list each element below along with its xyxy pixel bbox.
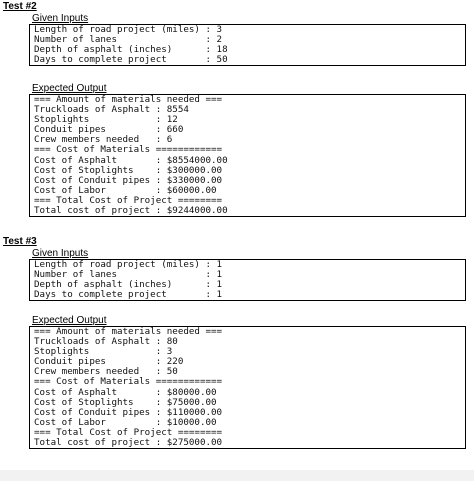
test3-given-label: Given Inputs: [32, 248, 89, 259]
test3-expected-line: Cost of Conduit pipes : $110000.00: [34, 407, 223, 418]
test2-given-line: Depth of asphalt (inches) : 18: [34, 45, 228, 56]
test3-expected-box: [29, 326, 466, 449]
test2-expected-line: === Total Cost of Project ========: [34, 195, 223, 206]
test2-expected-line: Cost of Conduit pipes : $330000.00: [34, 175, 223, 186]
test2-expected-box: [29, 94, 466, 217]
test2-expected-line: === Cost of Materials ============: [34, 145, 223, 156]
test2-given-box: [29, 24, 466, 66]
test2-expected-line: Truckloads of Asphalt : 8554: [34, 105, 189, 116]
test3-given-line: Days to complete project : 1: [34, 290, 223, 301]
test3-expected-line: Cost of Stoplights : $75000.00: [34, 397, 217, 408]
test3-given-line: Depth of asphalt (inches) : 1: [34, 280, 223, 291]
test2-expected-line: Cost of Labor : $60000.00: [34, 185, 217, 196]
test3-expected-line: === Amount of materials needed ===: [34, 327, 223, 337]
test3-expected-line: === Cost of Materials ============: [34, 377, 223, 388]
test3-expected-line: === Total Cost of Project ========: [34, 427, 223, 438]
test3-title: Test #3: [3, 236, 37, 247]
test2-given-line: Number of lanes : 2: [34, 35, 223, 46]
test3-given-line: Number of lanes : 1: [34, 270, 223, 281]
test2-title: Test #2: [3, 1, 37, 12]
test3-expected-line: Stoplights : 3: [34, 347, 173, 358]
test3-expected-line: Total cost of project : $275000.00: [34, 438, 223, 449]
test2-expected-line: Total cost of project : $9244000.00: [34, 206, 228, 217]
test3-expected-line: Cost of Labor : $10000.00: [34, 417, 217, 428]
test3-given-box: [29, 259, 466, 301]
test3-expected-line: Crew members needed : 50: [34, 367, 178, 378]
test3-expected-line: Truckloads of Asphalt : 80: [34, 337, 178, 348]
test2-expected-line: Cost of Asphalt : $8554000.00: [34, 155, 228, 166]
test3-expected-line: Conduit pipes : 220: [34, 357, 184, 368]
test3-given-line: Length of road project (miles) : 1: [34, 260, 223, 270]
test2-expected-line: Conduit pipes : 660: [34, 125, 184, 136]
test2-expected-line: Crew members needed : 6: [34, 135, 173, 146]
test2-expected-line: Stoplights : 12: [34, 115, 178, 126]
test3-expected-line: Cost of Asphalt : $80000.00: [34, 387, 217, 398]
test2-expected-label: Expected Output: [32, 83, 107, 94]
test3-expected-label: Expected Output: [32, 315, 107, 326]
page-bottom-band: [0, 470, 474, 481]
test2-given-line: Length of road project (miles) : 3: [34, 25, 223, 35]
test2-given-line: Days to complete project : 50: [34, 55, 228, 66]
test2-expected-line: Cost of Stoplights : $300000.00: [34, 165, 223, 176]
test2-expected-line: === Amount of materials needed ===: [34, 95, 223, 105]
test2-given-label: Given Inputs: [32, 13, 89, 24]
